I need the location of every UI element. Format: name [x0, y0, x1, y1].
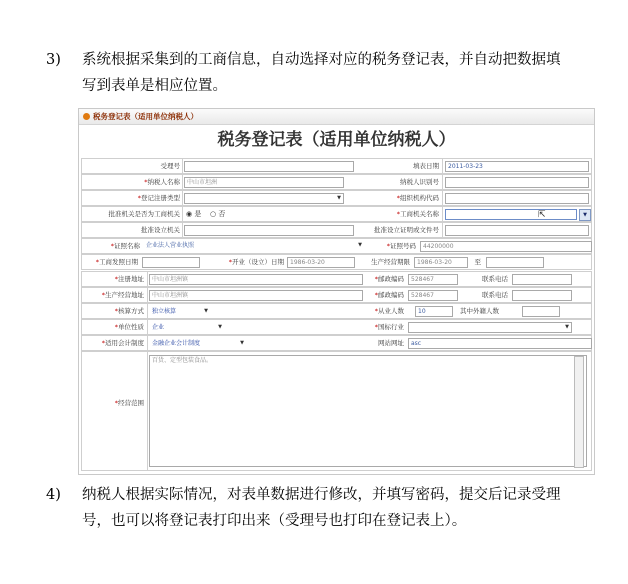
- radio-yes[interactable]: ◉ 是: [186, 210, 202, 218]
- form-row: [81, 158, 592, 174]
- label-lxdh1: 联系电话: [482, 275, 508, 283]
- radio-no-label: 否: [218, 210, 226, 218]
- label-djzclx: 登记注册类型: [141, 194, 180, 202]
- label-gbhy: 国标行业: [378, 323, 404, 331]
- label-gsjgmc: 工商机关名称: [400, 210, 439, 218]
- paragraph-line: 纳税人根据实际情况，对表单数据进行修改，并填写密码，提交后记录受理: [82, 487, 561, 503]
- label-scjydz: 生产经营地址: [105, 291, 144, 299]
- radio-yes-label: 是: [194, 210, 202, 218]
- label-hsfs: 核算方式: [118, 307, 144, 315]
- label-slh: 受理号: [160, 162, 180, 170]
- label-nsrmc: 纳税人名称: [147, 178, 180, 186]
- label-yzbm1: 邮政编码: [378, 275, 404, 283]
- dropdown-arrow-icon[interactable]: ▼: [579, 209, 591, 221]
- label-pzslzm: 批准设立证明或文件号: [374, 226, 439, 234]
- zjhm-input[interactable]: 44200000: [420, 241, 592, 252]
- lxdh2-input[interactable]: [512, 290, 572, 301]
- zcdz-input[interactable]: 中山市坦洲镇: [149, 274, 363, 285]
- zzjgdm-input[interactable]: [445, 193, 589, 204]
- scjydz-input[interactable]: 中山市坦洲镇: [149, 290, 363, 301]
- label-lxdh2: 联系电话: [482, 291, 508, 299]
- yzbm1-input[interactable]: 528467: [408, 274, 458, 285]
- form-row: *适用会计制度 金融企业会计制度 ▼ 网站网址 asc: [81, 335, 592, 351]
- label-kyrq: 开业（设立）日期: [232, 258, 284, 266]
- window-title: 税务登记表（适用单位纳税人）: [93, 112, 198, 121]
- form-row: *注册地址 中山市坦洲镇 *邮政编码 528467 联系电话: [81, 271, 592, 287]
- mouse-cursor-icon: ⇱: [538, 210, 546, 220]
- label-wzwz: 网站网址: [378, 339, 404, 347]
- form-row: *经营范围 百货、定型包装食品。: [81, 351, 592, 471]
- form-row: *生产经营地址 中山市坦洲镇 *邮政编码 528467 联系电话: [81, 287, 592, 303]
- form-row: *单位性质 企业 ▼ *国标行业 ▼: [81, 319, 592, 335]
- wzwz-input[interactable]: asc: [408, 338, 592, 349]
- kyrq-input[interactable]: 1986-03-20: [287, 257, 355, 268]
- label-dwxz: 单位性质: [118, 323, 144, 331]
- label-zcdz: 注册地址: [118, 275, 144, 283]
- label-gsfzrq: 工商发照日期: [99, 258, 138, 266]
- nsrsbh-input[interactable]: [445, 177, 589, 188]
- label-zhi: 至: [474, 258, 481, 266]
- form-row: 批准机关是否为工商机关 ◉ 是 ○ 否 *工商机关名称 ▼ ⇱: [81, 206, 592, 222]
- tbrq-input[interactable]: 2011-03-23: [445, 161, 589, 172]
- scjyqx-start-input[interactable]: 1986-03-20: [414, 257, 468, 268]
- gsjgmc-select[interactable]: [445, 209, 577, 220]
- form-heading: 税务登记表（适用单位纳税人）: [217, 130, 456, 150]
- label-zjhm: 证照号码: [390, 242, 416, 250]
- label-kjzd: 适用会计制度: [105, 339, 144, 347]
- jyfw-textarea[interactable]: 百货、定型包装食品。: [149, 355, 587, 467]
- label-zzjgdm: 组织机构代码: [400, 194, 439, 202]
- gsfzrq-input[interactable]: [142, 257, 200, 268]
- zjmc-select[interactable]: 企业法人营业执照 ▼: [144, 241, 364, 252]
- pzslzm-input[interactable]: [445, 225, 589, 236]
- gbhy-select[interactable]: [408, 322, 572, 333]
- label-jyfw: 经营范围: [118, 399, 144, 407]
- djzclx-select[interactable]: [184, 193, 344, 204]
- label-pzjg-sf: 批准机关是否为工商机关: [108, 210, 180, 218]
- form-row: [81, 222, 592, 238]
- kjzd-select[interactable]: 金融企业会计制度 ▼: [152, 338, 246, 349]
- paragraph-line: 系统根据采集到的工商信息，自动选择对应的税务登记表，并自动把数据填: [82, 52, 561, 68]
- label-scjyqx: 生产经营期限: [371, 258, 410, 266]
- qzwj-input[interactable]: [522, 306, 560, 317]
- label-yzbm2: 邮政编码: [378, 291, 404, 299]
- form-screenshot: [78, 108, 595, 475]
- form-row: *证照名称 企业法人营业执照 ▼ *证照号码 44200000: [81, 238, 592, 254]
- form-row: *核算方式 独立核算 ▼ *从业人数 10 其中外籍人数: [81, 303, 592, 319]
- step-number: 4): [46, 487, 61, 503]
- label-pzslj: 批准设立机关: [141, 226, 180, 234]
- form-row: *登记注册类型 ▼ *组织机构代码: [81, 190, 592, 206]
- step-number: 3): [46, 52, 61, 68]
- label-cyrs: 从业人数: [378, 307, 404, 315]
- nsrmc-input[interactable]: 中山市坦洲: [184, 177, 344, 188]
- paragraph-line: 号，也可以将登记表打印出来（受理号也打印在登记表上）。: [82, 513, 467, 529]
- window-icon: [83, 113, 90, 120]
- form-row: *工商发照日期 *开业（设立）日期 1986-03-20 生产经营期限 1986-03-20 至: [81, 254, 592, 270]
- label-nsrsbh: 纳税人识别号: [400, 178, 439, 186]
- label-qzwj: 其中外籍人数: [460, 307, 499, 315]
- label-tbrq: 填表日期: [413, 162, 439, 170]
- paragraph-line: 写到表单是相应位置。: [82, 78, 227, 94]
- radio-no[interactable]: ○ 否: [210, 210, 226, 218]
- dwxz-select[interactable]: 企业 ▼: [152, 322, 224, 333]
- textarea-scrollbar[interactable]: [574, 356, 584, 468]
- hsfs-select[interactable]: 独立核算 ▼: [152, 306, 210, 317]
- cyrs-input[interactable]: 10: [415, 306, 453, 317]
- window-titlebar: [79, 109, 594, 125]
- form-row: *纳税人名称 中山市坦洲 纳税人识别号: [81, 174, 592, 190]
- lxdh1-input[interactable]: [512, 274, 572, 285]
- scjyqx-end-input[interactable]: [486, 257, 544, 268]
- yzbm2-input[interactable]: 528467: [408, 290, 458, 301]
- pzslj-input[interactable]: [184, 225, 354, 236]
- slh-input[interactable]: [184, 161, 354, 172]
- label-zjmc: 证照名称: [114, 242, 140, 250]
